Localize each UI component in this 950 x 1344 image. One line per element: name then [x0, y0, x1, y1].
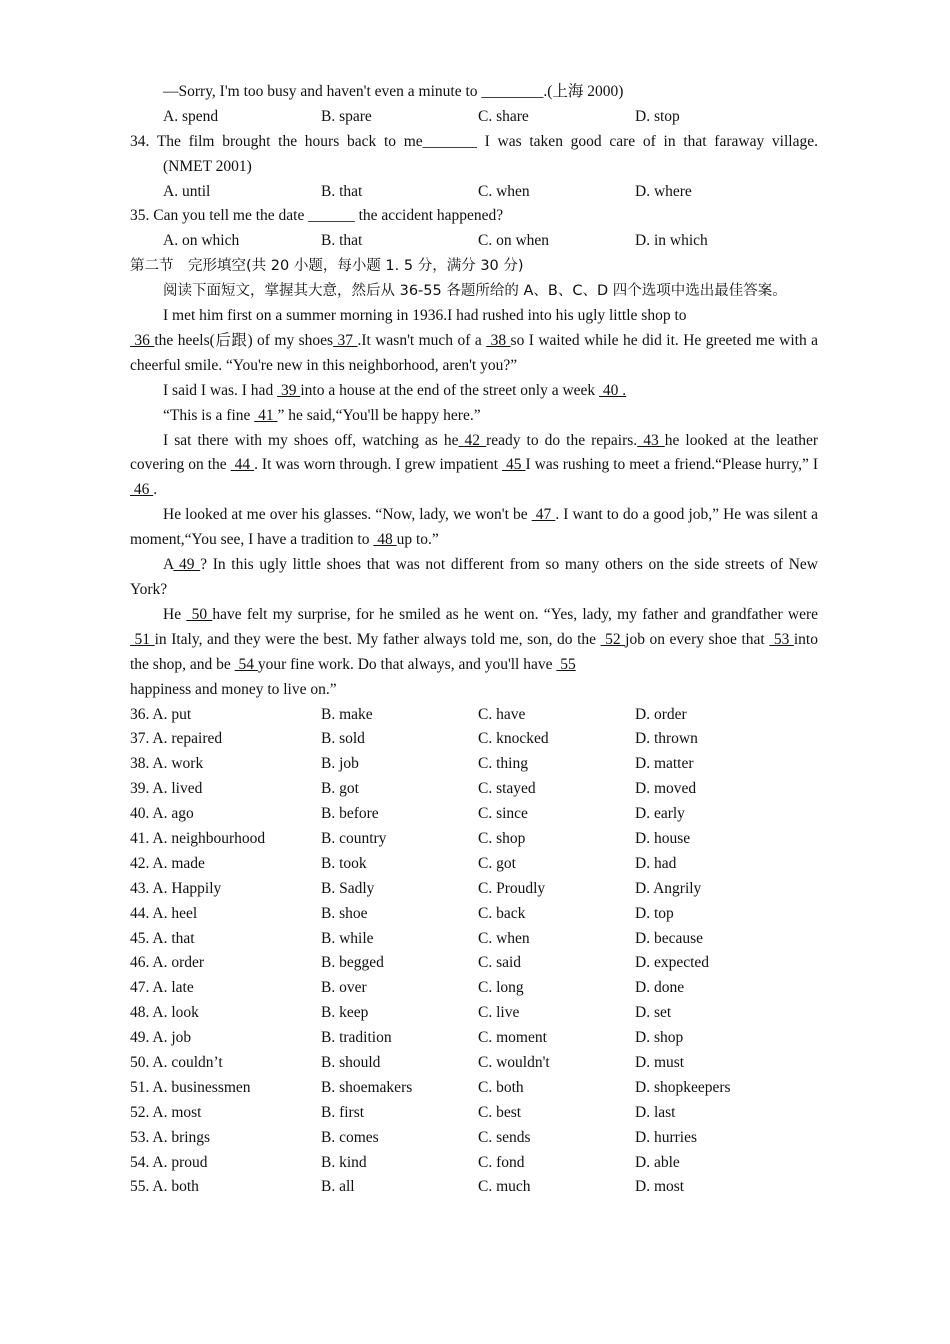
blank-37: 37 [333, 331, 358, 349]
passage-text: job on every shoe that [625, 630, 770, 648]
passage-text: he looked at the leather covering on the [130, 431, 819, 474]
question-option: C. knocked [478, 730, 549, 748]
blank-41: 41 [254, 406, 278, 424]
question-option: B. Sadly [321, 879, 375, 897]
question-option: B. shoemakers [321, 1078, 413, 1096]
question-option: C. much [478, 1178, 531, 1196]
passage-paragraph-7 [130, 603, 818, 703]
q34-option-a: A. until [163, 182, 211, 200]
question-row [130, 1026, 818, 1051]
question-option: C. Proudly [478, 879, 546, 897]
passage-text: A [163, 556, 174, 574]
question-option: D. order [635, 705, 687, 723]
blank-53: 53 [769, 630, 794, 648]
passage-text: happiness and money to live on.” [130, 680, 337, 698]
q33-option-c: C. share [478, 107, 529, 125]
question-option: B. begged [321, 954, 384, 972]
question-option: C. back [478, 904, 526, 922]
question-option: 52. A. most [130, 1103, 202, 1121]
question-option: 42. A. made [130, 854, 205, 872]
question-row [130, 1151, 818, 1176]
question-option: B. first [321, 1103, 365, 1121]
q34-option-d: D. where [635, 182, 692, 200]
q33-options [130, 105, 818, 130]
q33-option-a: A. spend [163, 107, 219, 125]
question-option: C. shop [478, 829, 526, 847]
question-option: B. make [321, 705, 373, 723]
blank-44: 44 [230, 456, 255, 474]
q34-stem: 34. The film brought the hours back to me_______ I was taken good care of in that faraway village. [130, 132, 818, 150]
question-option: D. shop [635, 1029, 684, 1047]
q35-stem: 35. Can you tell me the date ______ the accident happened? [130, 207, 504, 225]
q34-source: (NMET 2001) [163, 157, 252, 175]
question-option: B. took [321, 854, 367, 872]
question-option: B. got [321, 780, 359, 798]
passage-paragraph-1 [130, 304, 818, 379]
question-option: 47. A. late [130, 979, 194, 997]
blank-48: 48 [373, 531, 397, 549]
passage-text: I sat there with my shoes off, watching as he [163, 431, 459, 449]
question-option: C. stayed [478, 780, 536, 798]
blank-50: 50 [186, 605, 213, 623]
q34-option-c: C. when [478, 182, 530, 200]
question-option: D. set [635, 1004, 672, 1022]
passage-text: He looked at me over his glasses. “Now, lady, we won't be [163, 506, 532, 524]
question-option: D. expected [635, 954, 710, 972]
question-option: C. live [478, 1004, 520, 1022]
question-row [130, 1051, 818, 1076]
passage-text: in Italy, and they were the best. My father always told me, son, do the [154, 630, 601, 648]
question-option: D. because [635, 929, 703, 947]
passage-text: into a house at the end of the street only a week [300, 381, 600, 399]
question-row [130, 877, 818, 902]
question-option: C. have [478, 705, 526, 723]
question-option: C. when [478, 929, 530, 947]
q33-option-b: B. spare [321, 107, 372, 125]
question-option: D. able [635, 1153, 680, 1171]
question-option: C. both [478, 1078, 524, 1096]
question-option: 41. A. neighbourhood [130, 829, 266, 847]
passage-text: the heels(后跟) of my shoes [154, 331, 334, 349]
question-option: D. done [635, 979, 685, 997]
question-option: D. Angrily [635, 879, 702, 897]
passage-text: I was rushing to meet a friend.“Please hurry,” I [525, 456, 819, 474]
question-option: 38. A. work [130, 755, 204, 773]
question-option: 50. A. couldn’t [130, 1054, 223, 1071]
blank-43: 43 [637, 431, 665, 449]
passage-text: ” he said,“You'll be happy here.” [277, 406, 481, 424]
question-option: C. since [478, 805, 528, 823]
passage-text: . [153, 481, 158, 499]
question-option: D. early [635, 805, 685, 823]
question-option: C. thing [478, 755, 528, 773]
question-option: D. must [635, 1054, 685, 1071]
passage-text: your fine work. Do that always, and you'll have [257, 655, 557, 673]
question-option: B. all [321, 1178, 355, 1196]
blank-51: 51 [130, 630, 155, 648]
blank-42: 42 [458, 431, 487, 449]
question-row [130, 827, 818, 852]
question-option: D. hurries [635, 1128, 697, 1146]
question-option: C. wouldn't [478, 1054, 550, 1071]
blank-46: 46 [130, 481, 154, 499]
question-option: 46. A. order [130, 954, 205, 972]
question-option: 39. A. lived [130, 780, 203, 798]
question-option: 54. A. proud [130, 1153, 208, 1171]
blank-39: 39 [277, 381, 301, 399]
passage-paragraph-5 [130, 503, 818, 553]
q35-option-b: B. that [321, 232, 363, 250]
question-option: D. most [635, 1178, 685, 1196]
passage-paragraph-6 [130, 553, 818, 603]
question-row [130, 976, 818, 1001]
question-row [130, 902, 818, 927]
question-option: B. over [321, 979, 367, 997]
question-option: 51. A. businessmen [130, 1078, 251, 1096]
question-option: 44. A. heel [130, 904, 198, 922]
question-option: D. moved [635, 780, 697, 798]
passage-text: so I waited while he did it. He greeted me with a cheerful smile. “You're new in this neighborhood, aren't you?” [130, 331, 819, 374]
passage-text: “This is a fine [163, 406, 255, 424]
question-option: C. best [478, 1103, 522, 1121]
passage-text: have felt my surprise, for he smiled as he went on. “Yes, lady, my father and grandfather were [212, 605, 819, 623]
blank-55: 55 [556, 655, 576, 673]
question-option: C. moment [478, 1029, 547, 1047]
question-option: B. before [321, 805, 379, 823]
question-option: 55. A. both [130, 1178, 199, 1196]
q35-options [130, 229, 818, 254]
passage-paragraph-3 [130, 404, 818, 429]
question-option: C. said [478, 954, 522, 972]
q35-option-d: D. in which [635, 232, 708, 250]
question-option: D. matter [635, 755, 694, 773]
question-option: 37. A. repaired [130, 730, 223, 748]
passage-text: I met him first on a summer morning in 1936.I had rushed into his ugly little shop to [163, 307, 687, 325]
blank-47: 47 [531, 506, 556, 524]
question-option: C. sends [478, 1128, 531, 1146]
question-row [130, 1001, 818, 1026]
passage-text: He [163, 605, 187, 623]
question-option: D. last [635, 1103, 676, 1121]
passage-text: . It was worn through. I grew impatient [254, 456, 503, 474]
question-row [130, 951, 818, 976]
question-row [130, 1126, 818, 1151]
question-row [130, 703, 818, 728]
passage-text: I said I was. I had [163, 381, 278, 399]
q35-option-c: C. on when [478, 232, 550, 250]
question-option: 43. A. Happily [130, 879, 222, 897]
blank-38: 38 [486, 331, 511, 349]
question-option: B. country [321, 829, 387, 847]
question-row [130, 727, 818, 752]
q34-options [130, 180, 818, 205]
question-option: D. thrown [635, 730, 698, 748]
question-option: C. got [478, 854, 516, 872]
question-option: D. house [635, 829, 691, 847]
passage-text: into the shop, and be [130, 630, 818, 673]
question-row [130, 752, 818, 777]
passage-paragraph-2 [130, 379, 818, 404]
blank-36: 36 [130, 331, 155, 349]
question-option: B. tradition [321, 1029, 392, 1047]
question-row [130, 1076, 818, 1101]
passage-text: up to.” [396, 531, 439, 549]
passage-paragraph-4 [130, 429, 818, 504]
question-row [130, 1175, 818, 1200]
blank-49: 49 [173, 556, 201, 574]
section-title: 第二节 完形填空(共 20 小题，每小题 1. 5 分，满分 30 分) [130, 258, 524, 275]
passage-text: ready to do the repairs. [486, 431, 638, 449]
question-option: B. sold [321, 730, 365, 748]
question-row [130, 927, 818, 952]
question-option: B. keep [321, 1004, 369, 1022]
question-option: B. while [321, 929, 374, 947]
cloze-question-list [130, 703, 818, 1201]
passage-text: ? In this ugly little shoes that was not different from so many others on the side streets of New York? [130, 556, 818, 598]
question-option: D. top [635, 904, 674, 922]
question-row [130, 852, 818, 877]
question-option: D. shopkeepers [635, 1078, 731, 1096]
question-option: D. had [635, 854, 677, 872]
question-option: C. long [478, 979, 524, 997]
question-row [130, 777, 818, 802]
blank-54: 54 [234, 655, 258, 673]
q33-option-d: D. stop [635, 107, 680, 125]
question-option: 49. A. job [130, 1029, 192, 1047]
blank-52: 52 [600, 630, 626, 648]
passage-text: .It wasn't much of a [357, 331, 487, 349]
question-option: B. comes [321, 1128, 379, 1146]
passage-text: . I want to do a good job,” He was silent a moment,“You see, I have a tradition to [130, 506, 818, 549]
blank-40: 40 . [599, 381, 627, 399]
question-option: C. fond [478, 1153, 525, 1171]
question-option: 45. A. that [130, 929, 195, 947]
question-option: 40. A. ago [130, 805, 194, 823]
question-option: B. shoe [321, 904, 368, 922]
question-option: 36. A. put [130, 705, 192, 723]
question-row [130, 1101, 818, 1126]
question-option: B. should [321, 1054, 381, 1071]
q35-option-a: A. on which [163, 232, 240, 250]
question-option: B. job [321, 755, 359, 773]
question-option: 48. A. look [130, 1004, 199, 1022]
blank-45: 45 [502, 456, 526, 474]
question-option: 53. A. brings [130, 1128, 211, 1146]
question-row [130, 802, 818, 827]
q33-dialog: —Sorry, I'm too busy and haven't even a minute to ________.(上海 2000) [163, 83, 624, 100]
section-instruction: 阅读下面短文，掌握其大意，然后从 36-55 各题所给的 A、B、C、D 四个选项中选出最佳答案。 [163, 283, 787, 300]
page-content [130, 80, 818, 1200]
q34-option-b: B. that [321, 182, 363, 200]
question-option: B. kind [321, 1153, 367, 1171]
